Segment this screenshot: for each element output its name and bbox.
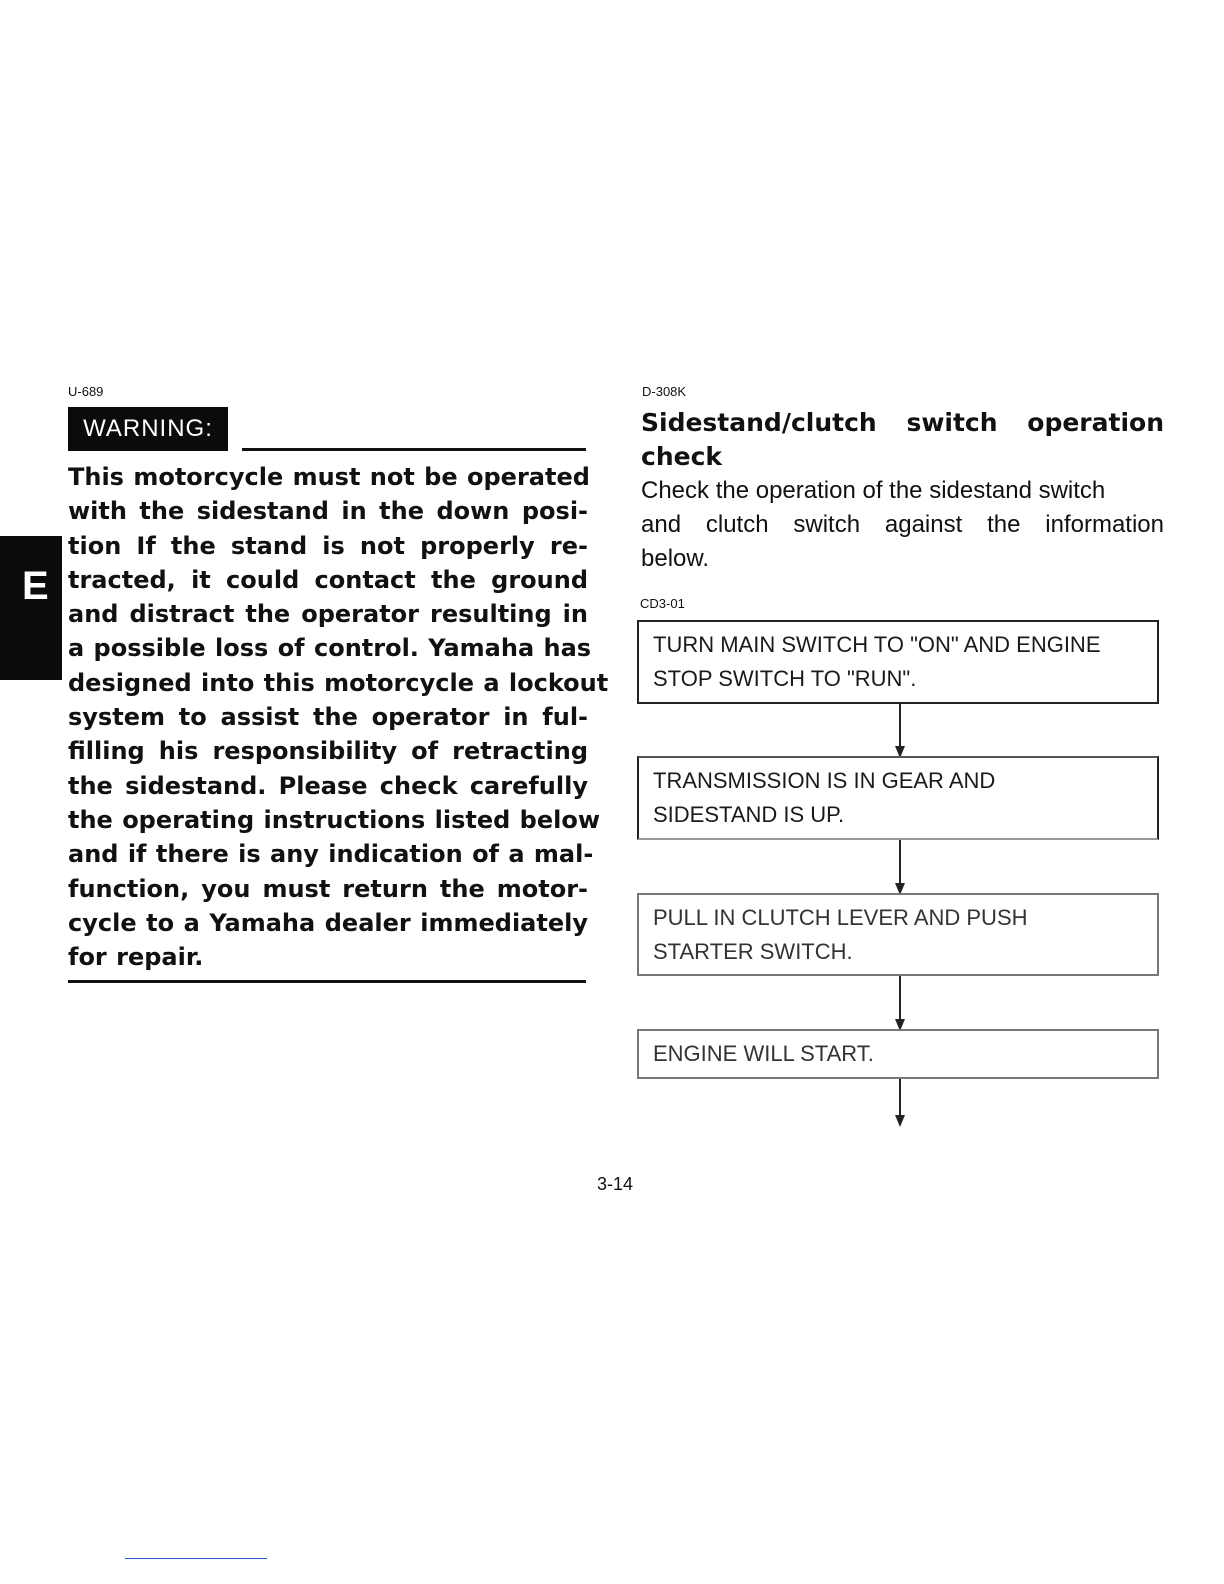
warning-text <box>68 460 609 974</box>
warning-line: the sidestand. Please check carefully <box>68 771 588 800</box>
warning-line: the operating instructions listed below <box>68 805 600 834</box>
flow-step-line: ENGINE WILL START. <box>653 1041 874 1066</box>
warning-line: designed into this motorcycle a lockout <box>68 668 609 697</box>
intro-word: clutch <box>705 511 769 538</box>
warning-label: WARNING: <box>68 407 228 451</box>
intro-word: information <box>1045 511 1164 538</box>
warning-line: and if there is any indication of a mal- <box>68 840 594 869</box>
intro-word: switch <box>793 511 861 538</box>
intro-paragraph <box>641 474 1164 576</box>
flow-arrow-down <box>899 1079 901 1125</box>
flow-arrow-down <box>899 704 901 756</box>
intro-line <box>641 508 1164 542</box>
flow-step-line: TURN MAIN SWITCH TO "ON" AND ENGINE <box>653 632 1101 657</box>
warning-header <box>68 407 586 451</box>
intro-word: and <box>641 511 682 538</box>
section-title <box>641 406 1164 474</box>
warning-line: and distract the operator resulting in <box>68 600 588 629</box>
flow-step-line: TRANSMISSION IS IN GEAR AND <box>653 768 996 793</box>
warning-reference-code: U-689 <box>68 384 104 399</box>
flow-arrow-down <box>899 840 901 893</box>
warning-top-rule <box>242 448 586 451</box>
warning-line: This motorcycle must not be operated <box>68 463 590 491</box>
warning-line: cycle to a Yamaha dealer immediately <box>68 908 588 937</box>
warning-line: tion If the stand is not properly re- <box>68 531 588 560</box>
flow-arrow-down <box>899 976 901 1029</box>
flow-step-3 <box>637 893 1159 976</box>
title-word: switch <box>906 408 998 437</box>
warning-line: function, you must return the motor- <box>68 874 588 903</box>
intro-line: Check the operation of the sidestand switch <box>641 477 1106 504</box>
warning-line: tracted, it could contact the ground <box>68 565 588 594</box>
warning-bottom-rule <box>68 980 586 983</box>
warning-line: system to assist the operator in ful- <box>68 703 588 732</box>
section-title-line <box>641 406 1164 440</box>
intro-line: below. <box>641 545 710 572</box>
warning-line-last: for repair. <box>68 943 204 972</box>
flow-step-line: STARTER SWITCH. <box>653 939 853 964</box>
warning-line: with the sidestand in the down posi- <box>68 497 588 526</box>
intro-word: against <box>884 511 963 538</box>
language-tab-letter: E <box>22 564 49 608</box>
warning-line: a possible loss of control. Yamaha has <box>68 634 592 663</box>
flowchart-reference-code: CD3-01 <box>640 596 685 611</box>
flow-step-line: STOP SWITCH TO "RUN". <box>653 666 917 691</box>
flow-step-line: PULL IN CLUTCH LEVER AND PUSH <box>653 905 1028 930</box>
footer-rule <box>125 1558 267 1559</box>
flow-step-4 <box>637 1029 1159 1079</box>
flow-step-1 <box>637 620 1159 704</box>
intro-word: the <box>987 511 1021 538</box>
title-word: operation <box>1027 408 1164 437</box>
section-reference-code: D-308K <box>642 384 687 399</box>
flow-step-line: SIDESTAND IS UP. <box>653 802 845 827</box>
flow-step-2 <box>637 756 1159 840</box>
title-word: Sidestand/clutch <box>641 408 877 437</box>
page-number: 3-14 <box>597 1174 634 1194</box>
section-title-line: check <box>641 442 723 471</box>
language-tab <box>0 536 62 680</box>
warning-line: filling his responsibility of retracting <box>68 737 588 766</box>
